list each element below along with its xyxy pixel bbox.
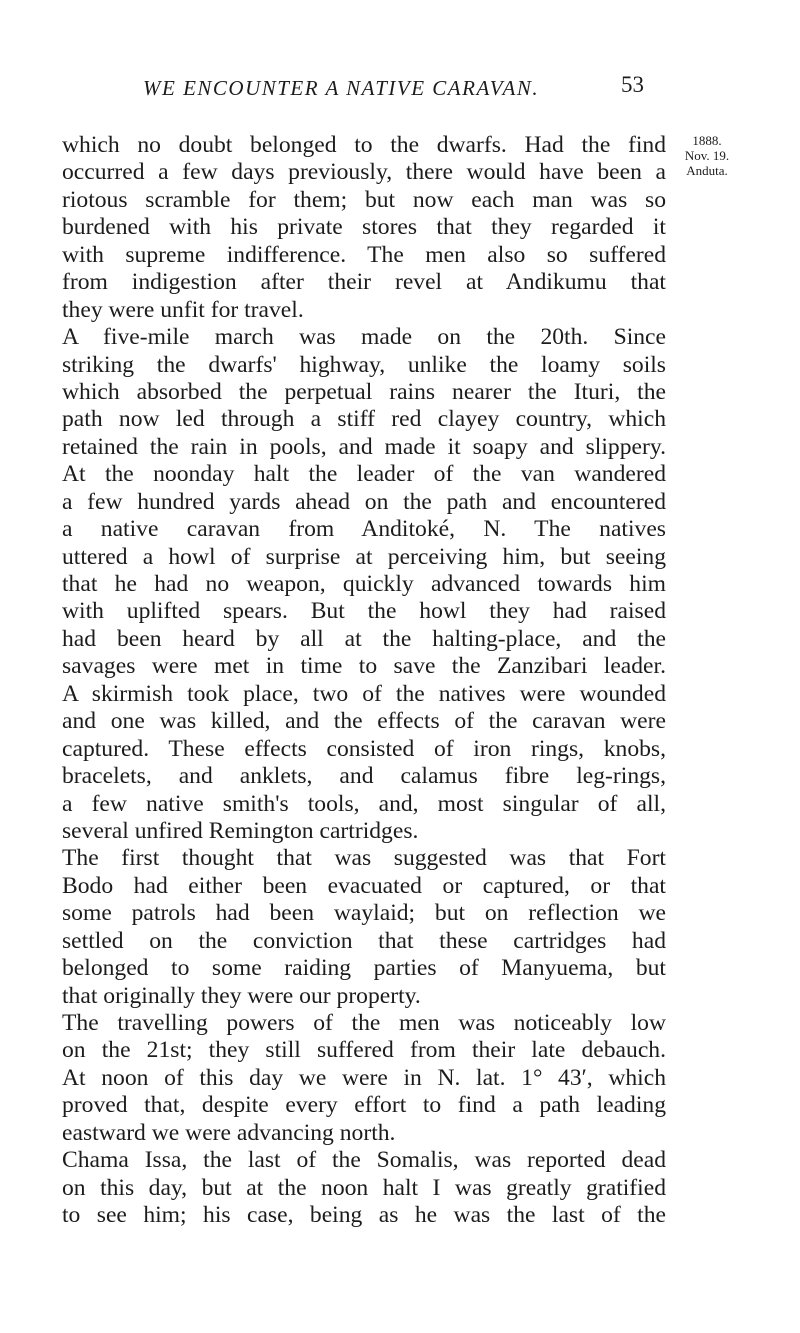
text-line: burdened with his private stores that they regarded it <box>62 214 666 241</box>
text-line: from indigestion after their revel at Andikumu that <box>62 269 666 296</box>
text-line: riotous scramble for them; but now each man was so <box>62 186 666 213</box>
margin-note-place: Anduta. <box>686 163 728 178</box>
text-line: striking the dwarfs' highway, unlike the loamy soils <box>62 351 666 378</box>
text-line: a few native smith's tools, and, most singular of all, <box>62 790 666 817</box>
text-line: occurred a few days previously, there would have been a <box>62 159 666 186</box>
text-line: had been heard by all at the halting-place, and the <box>62 625 666 652</box>
text-line: several unfired Remington cartridges. <box>62 817 419 844</box>
text-line: with uplifted spears. But the howl they had raised <box>62 598 666 625</box>
text-line: that originally they were our property. <box>62 982 421 1009</box>
text-line: on this day, but at the noon halt I was greatly gratified <box>62 1174 666 1201</box>
text-line: A five-mile march was made on the 20th. Since <box>62 324 666 351</box>
text-line: savages were met in time to save the Zanzibari leader. <box>62 653 666 680</box>
text-line: uttered a howl of surprise at perceiving him, but seeing <box>62 543 666 570</box>
text-line: that he had no weapon, quickly advanced towards him <box>62 571 666 597</box>
text-line: eastward we were advancing north. <box>62 1119 396 1146</box>
text-line: a native caravan from Anditoké, N. The natives <box>62 516 666 543</box>
text-line: Chama Issa, the last of the Somalis, was reported dead <box>62 1147 666 1174</box>
margin-note <box>673 133 741 178</box>
margin-note-date: Nov. 19. <box>684 148 730 163</box>
running-head: WE ENCOUNTER A NATIVE CARAVAN. <box>143 76 540 100</box>
text-line: captured. These effects consisted of iron rings, knobs, <box>62 735 666 762</box>
text-line: they were unfit for travel. <box>62 296 304 323</box>
text-line: The travelling powers of the men was noticeably low <box>62 1010 666 1036</box>
text-line: retained the rain in pools, and made it soapy and slippery. <box>62 433 666 460</box>
text-line: settled on the conviction that these cartridges had <box>62 927 666 954</box>
text-line: which no doubt belonged to the dwarfs. Had the find <box>62 132 666 158</box>
text-line: The first thought that was suggested was that Fort <box>62 845 666 872</box>
text-line: A skirmish took place, two of the natives were wounded <box>62 680 666 707</box>
text-line: and one was killed, and the effects of the caravan were <box>62 708 666 735</box>
text-line: a few hundred yards ahead on the path and encountered <box>62 488 666 515</box>
margin-note-year: 1888. <box>692 133 722 148</box>
text-line: which absorbed the perpetual rains nearer the Ituri, the <box>62 378 666 405</box>
text-line: with supreme indifference. The men also so suffered <box>62 241 666 268</box>
body-text <box>62 132 666 1230</box>
text-line: proved that, despite every effort to find a path leading <box>62 1092 666 1119</box>
text-line: on the 21st; they still suffered from their late debauch. <box>62 1037 666 1064</box>
text-line: Bodo had either been evacuated or captured, or that <box>62 872 666 899</box>
page-number: 53 <box>621 72 644 97</box>
text-line: to see him; his case, being as he was the last of the <box>62 1202 666 1229</box>
text-line: At the noonday halt the leader of the van wandered <box>62 461 666 488</box>
text-line: path now led through a stiff red clayey country, which <box>62 406 666 433</box>
text-line: bracelets, and anklets, and calamus fibre leg-rings, <box>62 763 666 790</box>
text-line: belonged to some raiding parties of Manyuema, but <box>62 955 666 982</box>
text-line: some patrols had been waylaid; but on reflection we <box>62 900 666 927</box>
text-line: At noon of this day we were in N. lat. 1° 43′, which <box>62 1064 666 1091</box>
